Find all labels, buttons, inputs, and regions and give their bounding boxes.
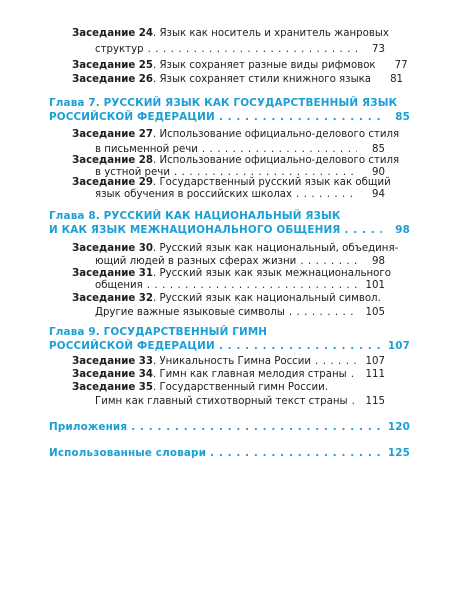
leader-dots bbox=[296, 188, 357, 201]
session-title-cont: ющий людей в разных сферах жизни bbox=[95, 256, 297, 267]
toc-entry-s26[interactable] bbox=[72, 73, 404, 86]
session-label: Заседание 33 bbox=[72, 356, 153, 367]
page-number: 94 bbox=[372, 189, 385, 200]
page-number: 115 bbox=[365, 396, 385, 407]
page-number: 85 bbox=[372, 144, 385, 155]
chapter-8-heading-line1 bbox=[49, 210, 410, 223]
toc-entry-s30-line1 bbox=[72, 242, 399, 255]
session-title: . Русский язык как национальный, объединя- bbox=[152, 243, 399, 254]
session-label: Заседание 34 bbox=[72, 369, 153, 380]
toc-entry-s33[interactable] bbox=[72, 355, 385, 368]
chapter-title: Глава 9. ГОСУДАРСТВЕННЫЙ ГИМН bbox=[49, 326, 268, 338]
session-title-cont: общения bbox=[95, 280, 143, 291]
chapter-title-cont: РОССИЙСКОЙ ФЕДЕРАЦИИ bbox=[49, 111, 215, 123]
leader-dots bbox=[344, 224, 382, 237]
page-number: 85 bbox=[395, 111, 410, 123]
session-label: Заседание 32 bbox=[72, 293, 153, 304]
toc-entry-s27-line1 bbox=[72, 128, 400, 141]
leader-dots bbox=[148, 43, 357, 56]
session-label: Заседание 27 bbox=[72, 129, 153, 140]
toc-entry-s32-line1 bbox=[72, 292, 385, 305]
chapter-9-heading-line1 bbox=[49, 326, 410, 339]
session-title: . Уникальность Гимна России bbox=[152, 356, 312, 367]
session-title-cont: в письменной речи bbox=[95, 144, 198, 155]
page-number: 111 bbox=[365, 369, 385, 380]
toc-entry-s34[interactable] bbox=[72, 368, 385, 381]
session-label: Заседание 30 bbox=[72, 243, 153, 254]
chapter-title-cont: РОССИЙСКОЙ ФЕДЕРАЦИИ bbox=[49, 340, 215, 352]
toc-entry-s35-line1 bbox=[72, 381, 385, 394]
session-title: . Язык сохраняет разные виды рифмовок bbox=[152, 60, 376, 71]
chapter-8-heading-line2[interactable] bbox=[49, 224, 410, 237]
session-title: . Русский язык как национальный символ. bbox=[152, 293, 381, 304]
page-number: 105 bbox=[365, 307, 385, 318]
session-label: Заседание 31 bbox=[72, 268, 153, 279]
leader-dots bbox=[352, 395, 357, 408]
session-title: . Язык сохраняет стили книжного языка bbox=[152, 74, 372, 85]
toc-entry-s35-line2[interactable] bbox=[95, 395, 385, 408]
session-label: Заседание 35 bbox=[72, 382, 153, 393]
session-title: . Русский язык как язык межнационального bbox=[152, 268, 391, 279]
toc-entry-dictionaries[interactable] bbox=[49, 447, 410, 460]
session-title: . Гимн как главная мелодия страны bbox=[152, 369, 347, 380]
leader-dots bbox=[147, 279, 357, 292]
toc-entry-s32-line2[interactable] bbox=[95, 306, 385, 319]
session-title: . Язык как носитель и хранитель жанровых bbox=[152, 28, 389, 39]
page-number: 107 bbox=[365, 356, 385, 367]
session-title: . Использование официально-делового стиля bbox=[152, 129, 400, 140]
chapter-title: Глава 7. РУССКИЙ ЯЗЫК КАК ГОСУДАРСТВЕННЫЙ ЯЗЫК bbox=[49, 97, 398, 109]
toc-entry-s29-line2[interactable] bbox=[95, 188, 385, 201]
page-number: 81 bbox=[390, 74, 404, 85]
page-number: 77 bbox=[394, 60, 408, 71]
session-title-cont: Другие важные языковые символы bbox=[95, 307, 285, 318]
session-title-cont: в устной речи bbox=[95, 167, 170, 178]
leader-dots bbox=[289, 306, 357, 319]
dictionaries-title: Использованные словари bbox=[49, 447, 207, 459]
page-number: 125 bbox=[387, 447, 410, 459]
page-number: 90 bbox=[372, 167, 385, 178]
session-title: . Государственный гимн России. bbox=[152, 382, 328, 393]
chapter-title: Глава 8. РУССКИЙ КАК НАЦИОНАЛЬНЫЙ ЯЗЫК bbox=[49, 210, 341, 222]
session-label: Заседание 28 bbox=[72, 155, 153, 166]
session-title-cont: язык обучения в российских школах bbox=[95, 189, 292, 200]
leader-dots bbox=[210, 447, 382, 460]
session-label: Заседание 29 bbox=[72, 177, 153, 188]
page-number: 98 bbox=[372, 256, 385, 267]
session-title-cont: структур bbox=[95, 44, 144, 55]
session-title-cont: Гимн как главный стихотворный текст страны bbox=[95, 396, 348, 407]
chapter-7-heading-line2[interactable] bbox=[49, 111, 410, 124]
leader-dots bbox=[131, 421, 382, 434]
leader-dots bbox=[351, 368, 357, 381]
page-number: 73 bbox=[372, 44, 385, 55]
chapter-9-heading-line2[interactable] bbox=[49, 340, 410, 353]
chapter-title-cont: И КАК ЯЗЫК МЕЖНАЦИОНАЛЬНОГО ОБЩЕНИЯ bbox=[49, 224, 341, 236]
toc-entry-s31-line2[interactable] bbox=[95, 279, 385, 292]
session-title: . Государственный русский язык как общий bbox=[152, 177, 391, 188]
session-label: Заседание 25 bbox=[72, 60, 153, 71]
session-label: Заседание 24 bbox=[72, 28, 153, 39]
page-number: 98 bbox=[395, 224, 410, 236]
leader-dots bbox=[315, 355, 357, 368]
session-title: . Использование официально-делового стиля bbox=[152, 155, 400, 166]
toc-entry-appendices[interactable] bbox=[49, 421, 410, 434]
page-number: 101 bbox=[365, 280, 385, 291]
toc-entry-s25[interactable] bbox=[72, 59, 408, 72]
session-label: Заседание 26 bbox=[72, 74, 153, 85]
toc-entry-s24-line1 bbox=[72, 27, 389, 40]
page-number: 107 bbox=[387, 340, 410, 352]
page-number: 120 bbox=[387, 421, 410, 433]
chapter-7-heading-line1 bbox=[49, 97, 410, 110]
toc-entry-s24-line2[interactable] bbox=[95, 43, 385, 56]
leader-dots bbox=[219, 111, 382, 124]
appendices-title: Приложения bbox=[49, 421, 128, 433]
leader-dots bbox=[219, 340, 382, 353]
